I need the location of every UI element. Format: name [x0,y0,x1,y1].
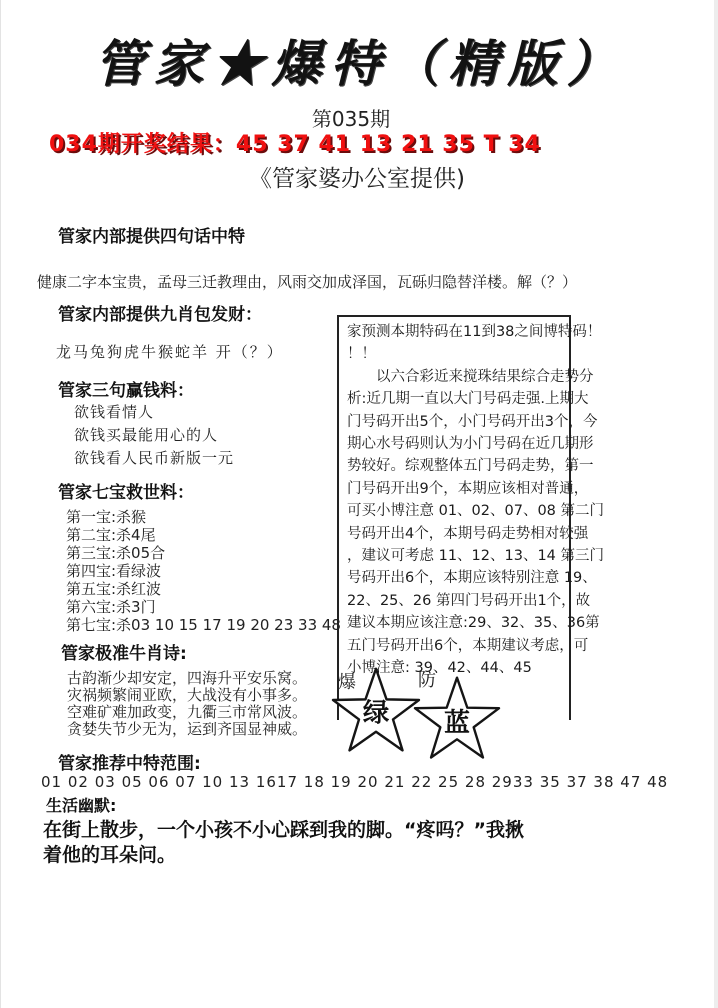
money-item: 欲钱看人民币新版一元 [74,449,235,467]
star-char-green: 绿 [362,698,390,729]
heading-seven-treasures: 管家七宝救世料： [58,483,194,503]
four-sentence-text: 健康二字本宝贵，孟母三迁教理由，风雨交加成泽国，瓦砾归隐替洋楼。解（？） [37,273,578,291]
prediction-line: 以六合彩近来搅珠结果综合走势分 [347,368,594,385]
prediction-line: ！！ [347,346,376,363]
treasure-item: 第六宝:杀3门 [66,598,156,616]
page-title: 管家★爆特（精版） [94,34,626,93]
poem-line: 空难矿难加政变，九衢三市常风波。 [67,703,308,721]
star-label-fang: 防 [418,670,436,691]
nine-zodiac-text: 龙马兔狗虎牛猴蛇羊 开（？） [56,343,284,361]
prediction-box [337,315,605,720]
blue-wave-star-icon [411,670,503,770]
green-wave-star-icon [329,661,423,763]
recommend-numbers: 01 02 03 05 06 07 10 13 1617 18 19 20 21 22 25 28 2933 35 37 38 47 48 [41,773,669,791]
money-item: 欲钱看情人 [74,403,155,421]
prediction-line: 势较好。综观整体五门号码走势，第一 [347,458,594,475]
prediction-line: 号码开出4个，本期号码走势相对较强 [347,525,589,542]
prediction-line: 建议本期应该注意:29、32、35、36第 [347,615,600,632]
last-draw-result: 034期开奖结果：45 37 41 13 21 35 T 34 [49,132,541,157]
poem-line: 灾祸频繁闹亚欧，大战没有小事多。 [67,686,308,704]
prediction-line: 家预测本期特码在11到38之间博特码！ [347,324,602,340]
heading-three-money: 管家三句赢钱料： [58,381,194,401]
prediction-line: ，建议可考虑 11、12、13、14 第三门 [347,548,605,565]
prediction-line: 22、25、26 第四门号码开出1个，故 [347,592,591,609]
heading-nine-zodiac: 管家内部提供九肖包发财： [58,305,262,325]
prediction-line: 可买小博注意 01、02、07、08 第二门 [347,503,605,520]
prediction-line: 门号码开出5个，小门号码开出3个，今 [347,413,598,430]
prediction-line: 析:近几期一直以大门号码走强.上期大 [347,391,589,408]
provider-line: 《管家婆办公室提供) [249,166,465,192]
heading-four-sentence: 管家内部提供四句话中特 [58,227,245,247]
humor-line: 在街上散步，一个小孩不小心踩到我的脚。“疼吗？”我揪 [43,819,524,841]
treasure-item: 第五宝:杀红波 [66,580,162,598]
treasure-item: 第三宝:杀05合 [66,544,166,562]
star-char-blue: 蓝 [444,708,470,739]
treasure-item: 第四宝:看绿波 [66,562,162,580]
money-item: 欲钱买最能用心的人 [74,426,219,444]
treasure-item: 第一宝:杀猴 [66,508,147,526]
issue-number: 第035期 [311,107,391,131]
star-label-bao: 爆 [338,672,356,693]
treasure-item: 第二宝:杀4尾 [66,526,156,544]
page-right-edge [714,0,718,1008]
prediction-line: 五门号码开出6个，本期建议考虑，可 [347,637,589,654]
prediction-line: 号码开出6个，本期应该特别注意 19、 [347,570,597,587]
prediction-line: 门号码开出9个，本期应该相对普通， [347,480,589,497]
humor-line: 着他的耳朵问。 [43,844,177,866]
prediction-line: 小博注意: 39、42、44、45 [347,660,532,677]
treasure-item: 第七宝:杀03 10 15 17 19 20 23 33 48 [66,616,341,634]
poem-line: 贪婪失节少无为，运到齐国显神威。 [67,720,308,738]
prediction-line: 期心水号码则认为小门号码在近几期形 [347,436,594,453]
poem-line: 古韵渐少却安定，四海升平安乐窝。 [67,669,308,687]
heading-humor: 生活幽默: [46,796,117,815]
heading-recommend-range: 管家推荐中特范围: [58,754,201,774]
heading-zodiac-poem: 管家极准牛肖诗: [61,644,187,664]
